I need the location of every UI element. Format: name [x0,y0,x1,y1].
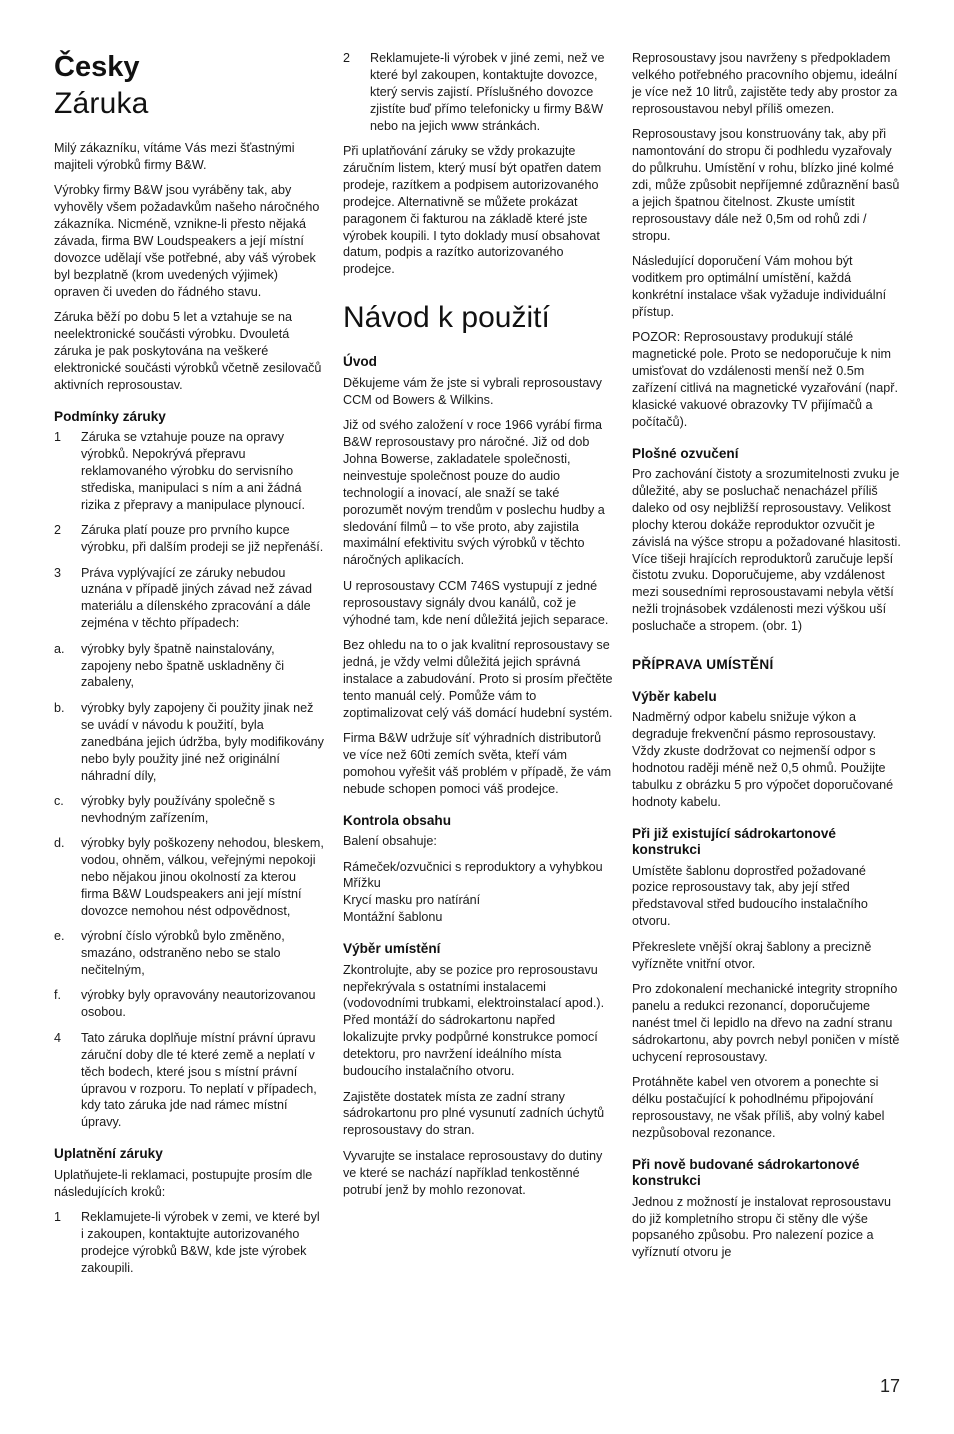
paragraph: Firma B&W udržuje síť výhradních distributorů ve více než 60ti zemích světa, kteří vám pomohou vyřešit váš problém v případě, že vám nebude schopen pomoci váš prodejce. [343,731,612,796]
paragraph: Milý zákazníku, vítáme Vás mezi šťastnými majiteli výrobků firmy B&W. [54,141,295,172]
paragraph: Reprosoustavy jsou konstruovány tak, aby při namontování do stropu či podhledu vyzařovaly do půlkruhu. Umístění v rohu, blízko jiné kolmé zdi, může způsobit nepříjemné zdůraznění basů a jejich špatnou čitelnost. Zkuste umístit reprosoustavy dále než 0,5m od rohů zdi / stropu. [632,127,900,243]
list-marker: c. [54,793,64,808]
paragraph: Zkontrolujte, aby se pozice pro reprosoustavu nepřekrývala s ostatními instalacemi (vodovodními trubkami, elektroinstalací apod.). Před montáží do sádrokartonu napřed lokalizujte prvky podpůrné konstrukce pomocí detektoru, pro navržení ideálního místa budoucího instalačního otvoru. [343,962,605,1079]
column-1 [54,50,324,1285]
paragraph: Umístěte šablonu doprostřed požadované pozice reprosoustavy tak, aby její střed představoval střed budoucího instalačního otvoru. [632,863,868,929]
list-marker: a. [54,641,65,656]
paragraph: Překreslete vnější okraj šablony a precizně vyřízněte vnitřní otvor. [632,939,872,971]
paragraph: Vyvarujte se instalace reprosoustavy do dutiny ve které se nachází například tenkostěnné potrubí jenž by mohlo rezonovat. [343,1148,603,1197]
list-text: Reklamujete-li výrobek v zemi, ve které byl i zakoupen, kontaktujte autorizovaného prodejce výrobků B&W, kde jste výrobek zakoupili. [81,1210,320,1275]
list-item [343,50,613,135]
paragraph: Protáhněte kabel ven otvorem a ponechte si délku postačující k pohodlnému připojování reprosoustavy, ne však příliš, aby volný kabel nezpůsoboval rezonance. [632,1075,885,1140]
list-text: výrobky byly poškozeny nehodou, bleskem, vodou, ohněm, válkou, veřejnými nepokoji nebo nějakou jinou okolností za kterou firma B&W Loudspeakers ani její místní dovozce nemohou nést odpovědnost, [81,836,324,918]
list-item [54,793,324,827]
list-marker: 2 [343,51,351,65]
list-item [54,987,324,1021]
list-item [54,1030,324,1131]
list-marker: 1 [54,430,62,445]
placement-heading: Výběr umístění [343,941,441,957]
list-text: výrobky byly používány společně s nevhodným zařízením, [81,793,275,825]
list-text: výrobní číslo výrobků bylo změněno, smazáno, odstraněno nebo se stalo nečitelným, [81,929,285,978]
paragraph: Jednou z možností je instalovat reprosoustavu do již kompletního stropu či stěny dle výše popsaného způsobu. Pro nalezení pozice a vyříznutí otvoru je [632,1194,892,1260]
list-marker: e. [54,929,65,944]
column-3 [632,50,904,1270]
paragraph: Záruka běží po dobu 5 let a vztahuje se na neelektronické součásti výrobku. Dvouletá záruka je pak poskytována na veškeré elektronické součásti výrobků včetně zesilovačů aktivních reprosoustav. [54,310,322,392]
new-heading: Při nově budované sádrokartonové konstrukci [632,1156,860,1189]
page-number: 17 [880,1376,901,1396]
paragraph: Při uplatňování záruky se vždy prokazujte záručním listem, který musí být opatřen datem prodeje, razítkem a podpisem autorizovaného prodejce. Alternativně se můžete prokázat paragonem či fakturou na základě které jste výrobek koupili. I tyto doklady musí obsahovat datum, podpis a razítko autorizovaného prodejce. [343,144,602,277]
warranty-title: Záruka [54,87,149,120]
existing-heading: Při již existující sádrokartonové konstrukci [632,825,836,858]
list-text: Reklamujete-li výrobek v jiné zemi, než ve které byl zakoupen, kontaktujte dovozce, který servis zajistí. Příslušného dovozce zjistíte buď přímo telefonicky u firmy B&W nebo na jejich www stránkách. [370,51,605,133]
intro-heading: Úvod [343,354,377,370]
area-heading: Plošné ozvučení [632,445,739,461]
list-item [54,928,324,979]
list-text: výrobky byly špatně nainstalovány, zapojeny nebo špatně uskladněny či zabaleny, [81,641,285,690]
paragraph: Děkujeme vám že jste si vybrali reprosoustavy CCM od Bowers & Wilkins. [343,375,602,407]
list-text: Práva vyplývající ze záruky nebudou uznána v případě jiných závad než závad materiálu a dílenského zpracování a dále zejména v těchto případech: [81,565,313,631]
list-item: Mřížku [343,876,381,891]
list-text: výrobky byly zapojeny či použity jinak než se uvádí v návodu k použití, byla zanedbána jejich údržba, byly modifikovány nebo byly použity jiné než originální náhradní díly, [81,700,324,783]
paragraph: Nadměrný odpor kabelu snižuje výkon a degraduje frekvenční pásmo reprosoustavy. Vždy zkuste dodržovat co nejmenší odpor s hodnotou raději méně než 0,5 ohmů. Použijte tabulku z obrázku 5 pro výpočet doporučované hodnoty kabelu. [632,710,894,809]
column-2 [343,50,613,1207]
manual-title: Návod k použití [343,301,550,335]
list-item [54,641,324,692]
list-item [54,429,324,514]
list-marker: 4 [54,1030,62,1045]
paragraph: Zajistěte dostatek místa ze zadní strany sádrokartonu pro plné vysunutí zadních úchytů reprosoustavy do stran. [343,1089,605,1138]
list-marker: f. [54,988,61,1003]
list-text: Záruka platí pouze pro prvního kupce výrobku, při dalším prodeji se již nepřenáší. [81,523,324,555]
list-item: Rámeček/ozvučnici s reproduktory a vyhybkou [343,859,603,874]
paragraph: Balení obsahuje: [343,834,437,849]
list-marker: 2 [54,523,62,538]
list-marker: b. [54,700,65,715]
paragraph: U reprosoustavy CCM 746S vystupují z jedné reprosoustavy signály dvou kanálů, což je výhodné tam, kde není důležitá jejich separace. [343,578,609,627]
cable-heading: Výběr kabelu [632,688,717,704]
list-marker: 1 [54,1210,62,1225]
claim-heading: Uplatnění záruky [54,1146,163,1162]
paragraph: Pro zachování čistoty a srozumitelnosti zvuku je důležité, aby se posluchač nenacházel příliš daleko od osy nejbližší reprosoustavy. Velikost plochy kterou dokáže reproduktor ozvučit je závislá na výšce stropu a požadované hlasitosti. Více tišeji hrajících reproduktorů zaručuje lepší čistotu zvuku. Doporučujeme, aby vzdálenost mezi sousedními reprosoustavami nebyla větší nežli trojnásobek vzdálenosti mezi výškou uší posluchače a stropem. (obr. 1) [632,467,901,634]
list-item [54,700,324,785]
contents-list [343,859,613,927]
paragraph: Uplatňujete-li reklamaci, postupujte prosím dle následujících kroků: [54,1167,313,1199]
paragraph: Následující doporučení Vám mohou být voditkem pro optimální umístění, každá konkrétní instalace však vyžaduje individuální přístup. [632,253,887,319]
paragraph: Pro zdokonalení mechanické integrity stropního panelu a redukci rezonancí, doporučujeme nanést tmel či lepidlo na dřevo na zadní stranu sádrokartonu, aby povrch nebyl poničen v místě uchycení reprosoustavy. [632,981,900,1064]
contents-heading: Kontrola obsahu [343,812,451,828]
list-marker: 3 [54,565,62,580]
paragraph: Výrobky firmy B&W jsou vyráběny tak, aby vyhověly všem požadavkům našeho náročného zákazníka. Nicméně, vznikne-li přesto nějaká závada, firma BW Loudspeakers a její místní dovozce udělají vše potřebné, aby váš výrobek byl bezplatně (krom uvedených výjimek) opraven či uveden do řádného stavu. [54,183,320,299]
list-text: výrobky byly opravovány neautorizovanou osobou. [81,988,316,1020]
conditions-heading: Podmínky záruky [54,408,166,424]
paragraph: Bez ohledu na to o jak kvalitní reprosoustavy se jedná, je vždy velmi důležitá jejich správná instalace a zabudování. Proto si prosím přečtěte tento manuál celý. Pomůže vám to zoptimalizovat celý váš domácí hudební systém. [343,637,613,720]
paragraph: Reprosoustavy jsou navrženy s předpokladem velkého potřebného pracovního objemu, ideální je více než 10 litrů, zajistěte tedy aby prostor za reprosoustavou nebyl příliš omezen. [632,51,898,116]
list-item [54,835,324,920]
list-item: Krycí masku pro natírání [343,893,481,908]
list-text: Záruka se vztahuje pouze na opravy výrobků. Nepokrývá přepravu reklamovaného výrobku do servisního střediska, manipulaci s ním a ani žádná rizika z přepravy a manipulace plynoucí. [81,430,305,512]
prep-heading: PŘÍPRAVA UMÍSTĚNÍ [632,657,774,673]
paragraph: Již od svého založení v roce 1966 vyrábí firma B&W reprosoustavy pro náročné. Již od dob Johna Bowerse, zakladatele společnosti, neinvestuje společnost pouze do audio technologií a inovací, ale snaží se také porozumět novým trendům v poslechu hudby a sledování filmů – to vše proto, aby zajistila maximální efektivitu svých výrobků v těchto náročných aplikacích. [343,418,605,568]
list-item [54,1209,324,1277]
list-item [54,522,324,556]
list-text: Tato záruka doplňuje místní právní úpravu záruční doby dle té které země a neplatí v těch bodech, které jsou s místní právní úpravou v rozporu. To neplatí v případech, kdy tato záruka jde nad rámec místní úpravy. [81,1030,317,1130]
list-item: Montážní šablonu [343,910,443,925]
list-item [54,565,324,633]
language-title: Česky [54,51,140,83]
paragraph: POZOR: Reprosoustavy produkují stálé magnetické pole. Proto se nedoporučuje k nim umisťovat do vzdálenosti menší než 0.5m zařízení citlivá na magnetické vyzařování (např. klasické vakuové obrazovky TV přijímačů a počítačů). [632,330,898,429]
list-marker: d. [54,836,65,851]
